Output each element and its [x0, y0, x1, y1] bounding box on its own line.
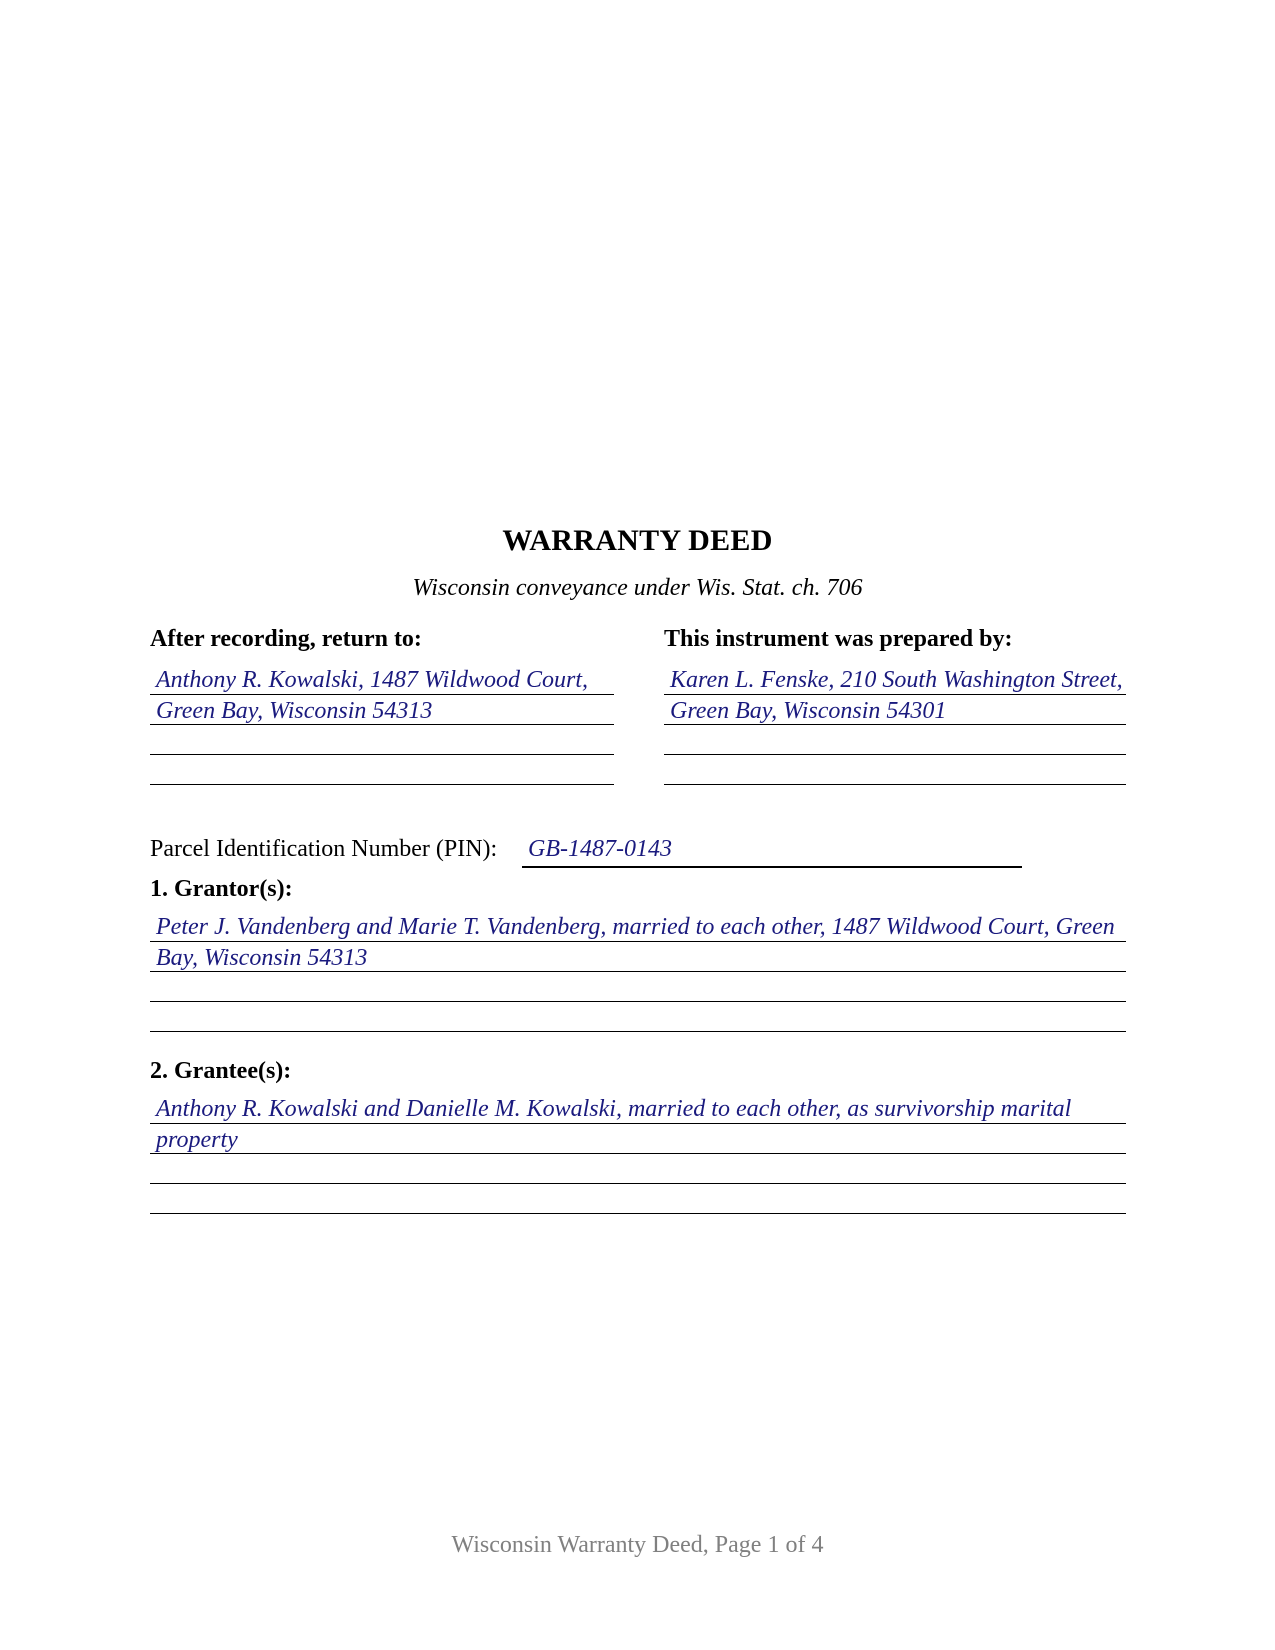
fill-line	[150, 972, 1126, 1002]
fill-line	[664, 755, 1126, 785]
grantee-field[interactable]	[150, 1094, 1126, 1214]
pin-field[interactable]	[522, 836, 1022, 868]
return-to-label: After recording, return to:	[150, 626, 422, 652]
grantor-label: 1. Grantor(s):	[150, 876, 293, 902]
fill-line	[664, 725, 1126, 755]
grantee-value: Anthony R. Kowalski and Danielle M. Kowalski, married to each other, as survivorship marital property	[156, 1096, 1072, 1153]
document-subtitle: Wisconsin conveyance under Wis. Stat. ch. 706	[412, 575, 863, 601]
fill-line	[150, 1154, 1126, 1184]
fill-line	[150, 755, 614, 785]
pin-value: GB-1487-0143	[528, 836, 672, 862]
document-title: WARRANTY DEED	[502, 524, 773, 557]
grantee-label: 2. Grantee(s):	[150, 1058, 292, 1084]
prepared-by-value: Karen L. Fenske, 210 South Washington Street, Green Bay, Wisconsin 54301	[670, 667, 1123, 724]
return-to-field[interactable]	[150, 665, 614, 785]
pin-label: Parcel Identification Number (PIN):	[150, 836, 498, 862]
fill-line	[150, 1002, 1126, 1032]
page-footer: Wisconsin Warranty Deed, Page 1 of 4	[451, 1532, 824, 1558]
prepared-by-field[interactable]	[664, 665, 1126, 785]
grantor-value: Peter J. Vandenberg and Marie T. Vandenberg, married to each other, 1487 Wildwood Court, Green Bay, Wisconsin 54313	[156, 914, 1115, 971]
prepared-by-label: This instrument was prepared by:	[664, 626, 1013, 652]
return-to-value: Anthony R. Kowalski, 1487 Wildwood Court, Green Bay, Wisconsin 54313	[156, 667, 589, 724]
fill-line	[150, 1184, 1126, 1214]
fill-line	[150, 725, 614, 755]
grantor-field[interactable]	[150, 912, 1126, 1032]
